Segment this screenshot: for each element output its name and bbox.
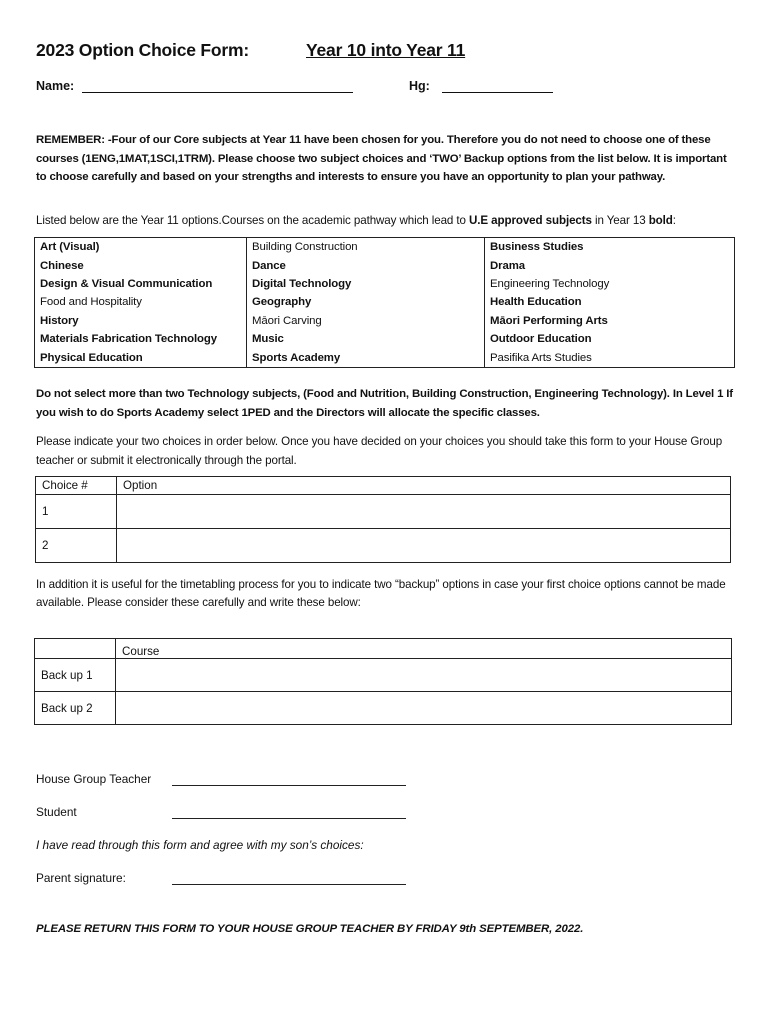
ue-approved-highlight: U.E approved subjects xyxy=(468,214,592,227)
option-cell: Drama xyxy=(485,256,735,274)
options-row xyxy=(35,238,735,257)
option-cell: Dance xyxy=(247,256,485,274)
option-cell: Geography xyxy=(247,293,485,311)
backup-instructions: In addition it is useful for the timetabling process for you to indicate two “backup” options in case your first choice options cannot be made available. Please consider these carefully and write these below: xyxy=(36,578,726,609)
option-cell: Physical Education xyxy=(35,348,247,367)
option-cell: Business Studies xyxy=(485,238,735,257)
hg-field[interactable] xyxy=(409,79,553,93)
option-cell: Outdoor Education xyxy=(485,330,735,348)
option-cell: Chinese xyxy=(35,256,247,274)
option-cell: Māori Performing Arts xyxy=(485,312,735,330)
options-row xyxy=(35,256,735,274)
technology-warning: Do not select more than two Technology subjects, (Food and Nutrition, Building Construction, Engineering Technology). In Level 1 If you wish to do Sports Academy select 1PED and the Directors will allocate the specific classes. xyxy=(36,388,733,419)
options-row xyxy=(35,275,735,293)
parent-signature-label: Parent signature: xyxy=(36,871,126,885)
parent-signature-line[interactable] xyxy=(172,871,406,885)
options-table xyxy=(34,237,735,368)
return-deadline-notice: PLEASE RETURN THIS FORM TO YOUR HOUSE GROUP TEACHER BY FRIDAY 9th SEPTEMBER, 2022. xyxy=(36,923,584,935)
choices-header-row xyxy=(36,477,731,495)
option-cell: Art (Visual) xyxy=(35,238,247,257)
option-cell: Health Education xyxy=(485,293,735,311)
option-cell: Sports Academy xyxy=(247,348,485,367)
name-blank-line[interactable] xyxy=(82,81,353,93)
options-row xyxy=(35,330,735,348)
backup-header-row xyxy=(35,639,732,659)
option-cell: Building Construction xyxy=(247,238,485,257)
name-label: Name: xyxy=(36,79,75,93)
backup-label: Back up 1 xyxy=(35,659,116,692)
choice-number-header: Choice # xyxy=(36,477,117,495)
name-field[interactable] xyxy=(36,79,353,93)
options-row xyxy=(35,348,735,367)
option-cell: History xyxy=(35,312,247,330)
teacher-signature-line[interactable] xyxy=(172,772,406,786)
backup-row xyxy=(35,692,732,725)
option-cell: Design & Visual Communication xyxy=(35,275,247,293)
options-row xyxy=(35,293,735,311)
student-signature-line[interactable] xyxy=(172,805,406,819)
teacher-signature-label: House Group Teacher xyxy=(36,772,152,786)
choice-number: 2 xyxy=(36,529,117,563)
options-intro-middle: in Year 13 xyxy=(591,214,649,227)
bold-word: bold xyxy=(648,214,673,227)
form-subtitle: Year 10 into Year 11 xyxy=(306,40,466,60)
form-title: 2023 Option Choice Form: xyxy=(36,40,250,60)
backup-row xyxy=(35,659,732,692)
option-cell: Music xyxy=(247,330,485,348)
options-intro-prefix: Listed below are the Year 11 options.Courses on the academic pathway which lead to xyxy=(36,214,469,227)
option-cell: Pasifika Arts Studies xyxy=(485,348,735,367)
parent-agreement: I have read through this form and agree with my son’s choices: xyxy=(36,838,364,852)
options-intro-suffix: : xyxy=(672,214,676,227)
hg-label: Hg: xyxy=(409,79,430,93)
remember-paragraph: REMEMBER: -Four of our Core subjects at Year 11 have been chosen for you. Therefore you do not need to choose one of these courses (1ENG,1MAT,1SCI,1TRM). Please choose two subject choices and ‘TWO’ Backup options from the list below. It is important to choose carefully and based on your strengths and interests to ensure you have an opportunity to plan your pathway. xyxy=(36,134,727,183)
backup-table xyxy=(34,638,732,725)
option-cell: Māori Carving xyxy=(247,312,485,330)
course-header: Course xyxy=(116,639,732,659)
backup-header-blank xyxy=(35,639,116,659)
option-cell: Food and Hospitality xyxy=(35,293,247,311)
choice-row xyxy=(36,529,731,563)
choice-number: 1 xyxy=(36,495,117,529)
option-cell: Digital Technology xyxy=(247,275,485,293)
backup-2-course-cell[interactable] xyxy=(116,692,732,725)
backup-1-course-cell[interactable] xyxy=(116,659,732,692)
choices-instructions: Please indicate your two choices in order below. Once you have decided on your choices you should take this form to your House Group teacher or submit it electronically through the portal. xyxy=(36,435,723,467)
hg-blank-line[interactable] xyxy=(442,81,553,93)
student-signature-label: Student xyxy=(36,805,77,819)
choices-table xyxy=(35,476,731,563)
options-row xyxy=(35,312,735,330)
options-intro xyxy=(36,213,746,229)
option-cell: Materials Fabrication Technology xyxy=(35,330,247,348)
option-cell: Engineering Technology xyxy=(485,275,735,293)
choice-row xyxy=(36,495,731,529)
choice-2-option-cell[interactable] xyxy=(117,529,731,563)
choice-1-option-cell[interactable] xyxy=(117,495,731,529)
backup-label: Back up 2 xyxy=(35,692,116,725)
option-header: Option xyxy=(117,477,731,495)
